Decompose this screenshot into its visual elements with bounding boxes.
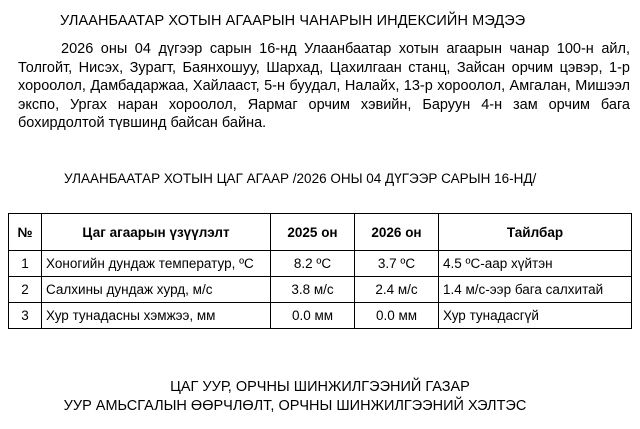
header-indicator: Цаг агаарын үзүүлэлт [42,214,271,251]
row-note: 1.4 м/с-ээр бага салхитай [439,277,632,303]
row-number: 1 [9,251,42,277]
row-note: 4.5 ºC-аар хүйтэн [439,251,632,277]
weather-table [8,213,632,329]
table-row [9,303,632,329]
row-indicator: Хоногийн дундаж температур, ºC [42,251,271,277]
document-title: УЛААНБААТАР ХОТЫН АГААРЫН ЧАНАРЫН ИНДЕКСИЙН МЭДЭЭ [60,13,526,29]
footer-agency: ЦАГ УУР, ОРЧНЫ ШИНЖИЛГЭЭНИЙ ГАЗАР [170,379,470,395]
header-2026: 2026 он [355,214,439,251]
row-note: Хур тунадасгүй [439,303,632,329]
header-number: № [9,214,42,251]
table-row [9,277,632,303]
footer-department: УУР АМЬСГАЛЫН ӨӨРЧЛӨЛТ, ОРЧНЫ ШИНЖИЛГЭЭНИЙ ХЭЛТЭС [63,398,527,414]
row-value-2026: 3.7 ºC [355,251,439,277]
row-number: 2 [9,277,42,303]
air-quality-paragraph [18,40,630,133]
row-value-2025: 3.8 м/с [271,277,355,303]
row-value-2025: 0.0 мм [271,303,355,329]
table-row [9,251,632,277]
header-2025: 2025 он [271,214,355,251]
row-indicator: Салхины дундаж хурд, м/с [42,277,271,303]
header-note: Тайлбар [439,214,632,251]
row-number: 3 [9,303,42,329]
paragraph-text: 2026 оны 04 дүгээр сарын 16-нд Улаанбаатар хотын агаарын чанар 100-н айл, Толгойт, Нисэх, Зурагт, Баянхошуу, Шархад, Цахилгаан станц, Зайсан орчим цэвэр, 1-р хороолол, Дамбадаржаа, Хайлааст, 5-н буудал, Налайх, 13-р хороолол, Амгалан, Мишээл экспо, Ургах наран хороолол, Яармаг орчим хэвийн, Баруун 4-н зам орчим бага бохирдолтой түвшинд байсан байна. [18,41,630,131]
table-header-row [9,214,632,251]
row-indicator: Хур тунадасны хэмжээ, мм [42,303,271,329]
row-value-2026: 0.0 мм [355,303,439,329]
row-value-2026: 2.4 м/с [355,277,439,303]
weather-section-title: УЛААНБААТАР ХОТЫН ЦАГ АГААР /2026 ОНЫ 04 ДҮГЭЭР САРЫН 16-НД/ [64,171,537,186]
row-value-2025: 8.2 ºC [271,251,355,277]
